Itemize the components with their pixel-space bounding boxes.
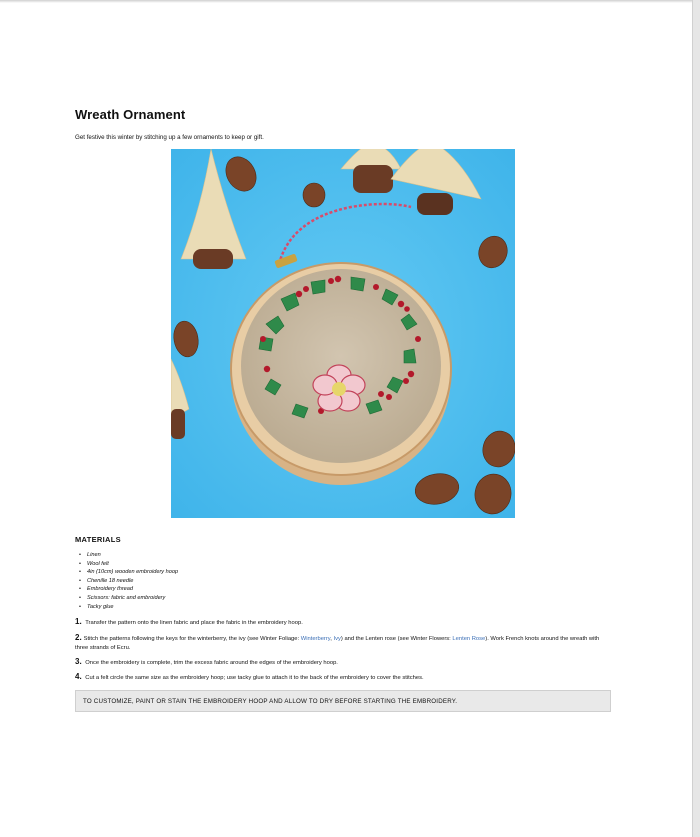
list-item: • Wool felt (79, 560, 109, 567)
ivy-link[interactable]: Ivy (333, 636, 341, 642)
list-item: • 4in (10cm) wooden embroidery hoop (79, 569, 179, 576)
step-number: 2. (75, 633, 82, 642)
intro-text: Get festive this winter by stitching up a few ornaments to keep or gift. (75, 134, 264, 141)
step-text: Transfer the pattern onto the linen fabric and place the fabric in the embroidery hoop. (85, 620, 303, 626)
list-item: • Scissors: fabric and embroidery (79, 594, 166, 601)
step-4 (75, 673, 612, 683)
step-number: 1. (75, 617, 82, 626)
window-top-edge (0, 0, 700, 3)
list-item: • Chenille 18 needle (79, 577, 134, 584)
vertical-scrollbar[interactable] (692, 0, 700, 837)
tip-box (75, 690, 611, 712)
lenten-rose-link[interactable]: Lenten Rose (452, 636, 486, 642)
step-text: Once the embroidery is complete, trim the excess fabric around the edges of the embroidery hoop. (85, 660, 338, 666)
materials-list (79, 551, 178, 611)
step-number: 3. (75, 657, 82, 666)
step-text: Cut a felt circle the same size as the embroidery hoop; use tacky glue to attach it to the back of the embroidery to cover the stitches. (85, 675, 424, 681)
tip-text: TO CUSTOMIZE, PAINT OR STAIN THE EMBROIDERY HOOP AND ALLOW TO DRY BEFORE STARTING THE EMBROIDERY. (83, 698, 458, 705)
step-2: 2. Stitch the patterns following the keys for the winterberry, the ivy (see Winter Foliage: Winterberry, Ivy) and the Lenten rose (see Winter Flowers: Lenten Rose). Work French knots around the wreath with three strands of Ecru. (75, 633, 600, 651)
wreath-ornament-photo (171, 149, 515, 518)
page-title: Wreath Ornament (75, 107, 186, 122)
step-number: 4. (75, 672, 82, 681)
materials-heading: MATERIALS (75, 535, 121, 544)
winterberry-link[interactable]: Winterberry (300, 636, 331, 642)
list-item: • Linen (79, 552, 101, 558)
photo-illustration (171, 149, 515, 518)
step-3 (75, 658, 612, 668)
list-item: • Tacky glue (79, 603, 114, 610)
list-item: • Embroidery thread (79, 586, 134, 593)
step-1 (75, 618, 612, 628)
